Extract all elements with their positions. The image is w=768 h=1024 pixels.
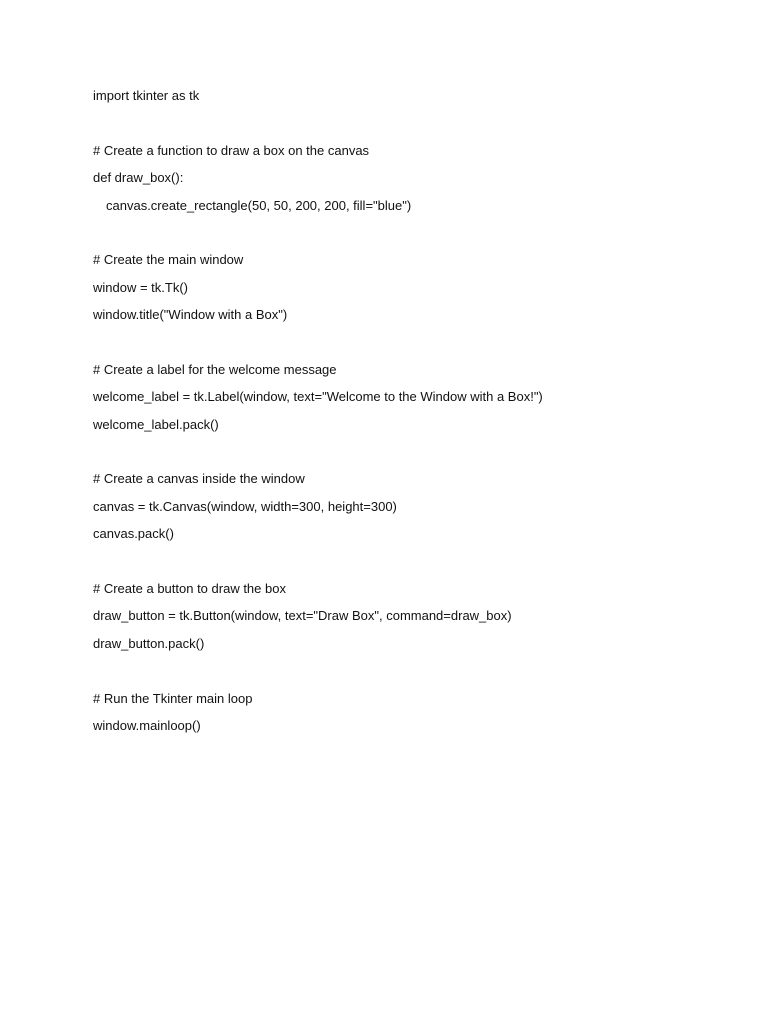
comment-canvas: # Create a canvas inside the window bbox=[93, 471, 305, 487]
blank-line bbox=[93, 223, 733, 250]
comment-button: # Create a button to draw the box bbox=[93, 581, 286, 597]
code-line-create-rectangle: canvas.create_rectangle(50, 50, 200, 200, fill="blue") bbox=[106, 197, 412, 213]
code-line-mainloop: window.mainloop() bbox=[93, 717, 201, 733]
blank-line bbox=[93, 442, 733, 469]
code-line-def-draw-box: def draw_box(): bbox=[93, 170, 184, 186]
code-line-canvas: canvas = tk.Canvas(window, width=300, height=300) bbox=[93, 498, 397, 514]
code-line-import: import tkinter as tk bbox=[93, 88, 200, 103]
comment-draw-function: # Create a function to draw a box on the canvas bbox=[93, 142, 370, 158]
code-listing bbox=[93, 86, 733, 743]
comment-main-window: # Create the main window bbox=[93, 252, 244, 268]
blank-line bbox=[93, 113, 733, 140]
comment-mainloop: # Run the Tkinter main loop bbox=[93, 690, 253, 706]
code-line-welcome-pack: welcome_label.pack() bbox=[93, 416, 219, 432]
code-line-window-title: window.title("Window with a Box") bbox=[93, 307, 288, 323]
code-line-draw-button: draw_button = tk.Button(window, text="Draw Box", command=draw_box) bbox=[93, 608, 512, 624]
code-line-canvas-pack: canvas.pack() bbox=[93, 526, 174, 542]
blank-line bbox=[93, 661, 733, 688]
comment-welcome-label: # Create a label for the welcome message bbox=[93, 361, 337, 377]
blank-line bbox=[93, 333, 733, 360]
code-line-draw-button-pack: draw_button.pack() bbox=[93, 635, 205, 651]
code-line-window-tk: window = tk.Tk() bbox=[93, 279, 188, 295]
blank-line bbox=[93, 552, 733, 579]
code-line-welcome-label: welcome_label = tk.Label(window, text="Welcome to the Window with a Box!") bbox=[93, 389, 543, 405]
